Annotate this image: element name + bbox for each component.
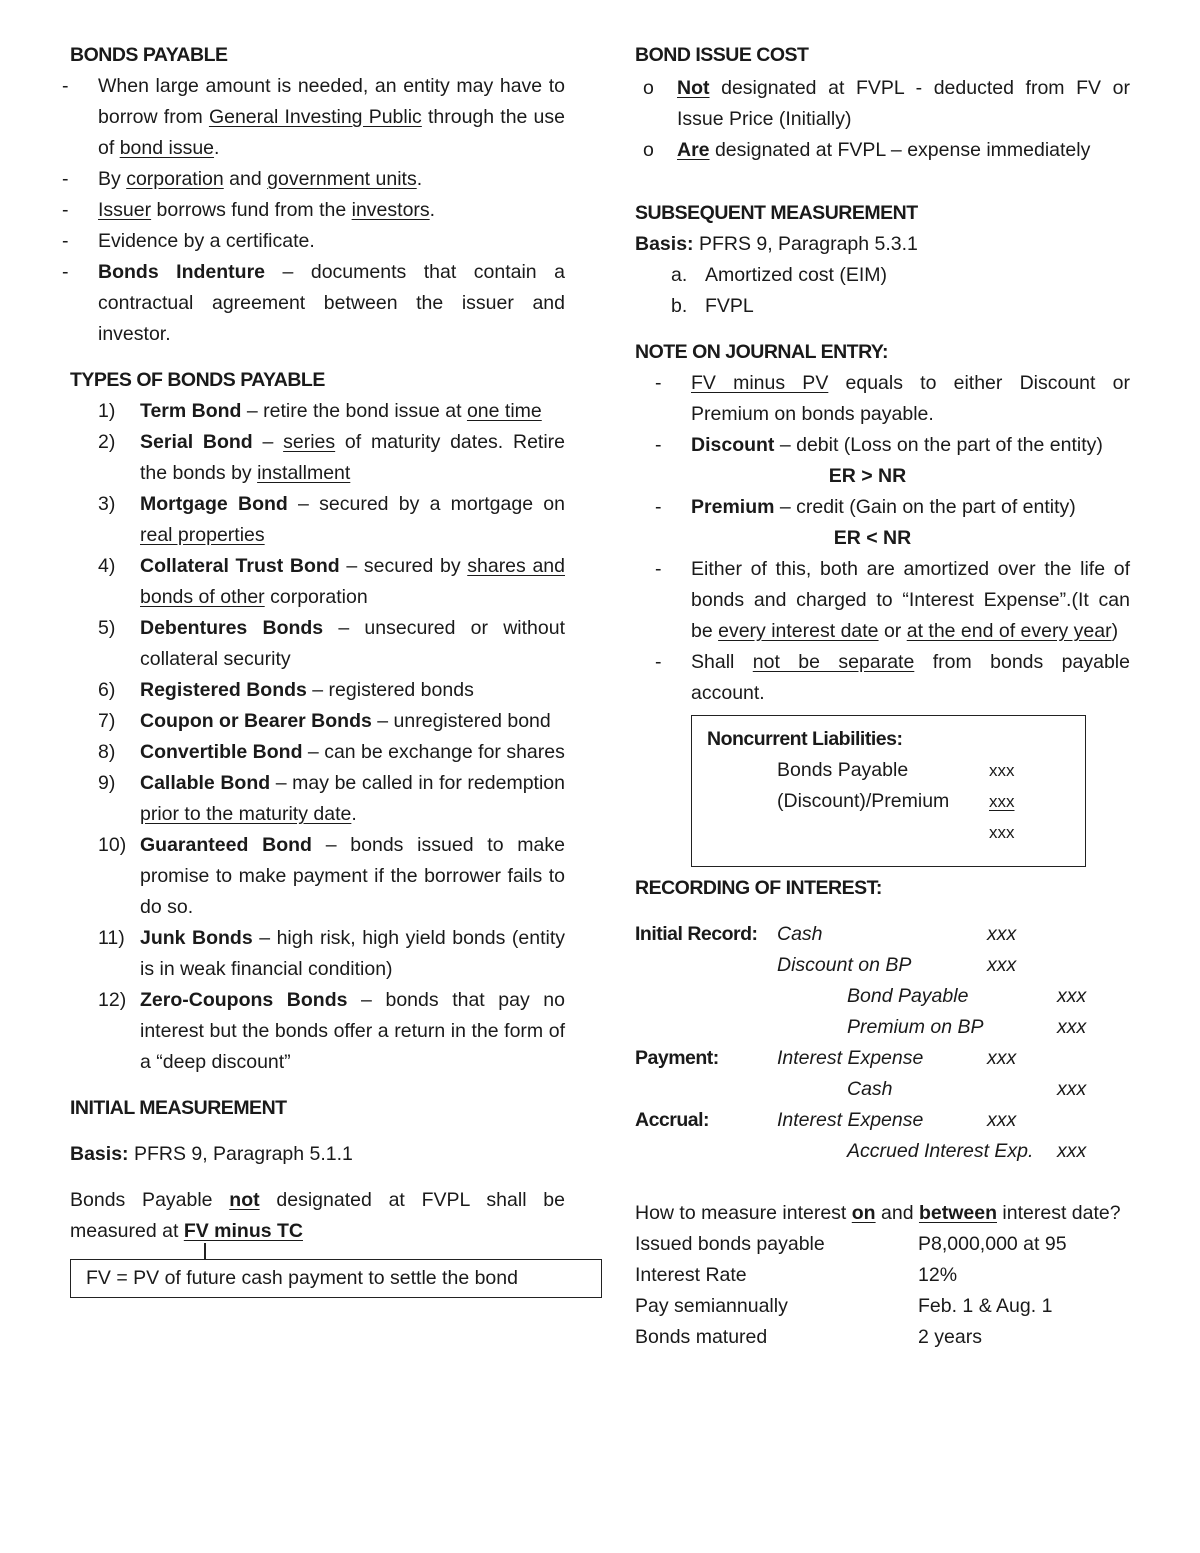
fact-label: Issued bonds payable — [635, 1233, 825, 1255]
list-item — [70, 427, 565, 489]
list-item — [70, 489, 565, 551]
fact-label: Pay semiannually — [635, 1295, 788, 1317]
list-item: - Evidence by a certificate. — [62, 230, 315, 252]
term: Bonds Indenture — [98, 261, 265, 283]
fact-value: Feb. 1 & Aug. 1 — [918, 1295, 1053, 1317]
account: Cash — [777, 923, 823, 945]
list-item: - Bonds Indenture – documents that contain a contractual agreement between the issuer and investor. — [62, 261, 565, 345]
underlined-term: every interest date — [718, 620, 879, 642]
list-item — [70, 985, 565, 1078]
underlined-term: prior to the maturity date — [140, 803, 352, 825]
row-label: (Discount)/Premium — [777, 790, 950, 812]
bullet: o — [643, 77, 654, 99]
emphasis: Not — [677, 77, 710, 99]
text: When large amount is needed, an entity may have to borrow from — [98, 75, 565, 128]
text: from bonds payable account. — [691, 651, 1130, 704]
box-title: Noncurrent Liabilities: — [707, 728, 903, 750]
basis-label: Basis: — [635, 233, 694, 255]
term: Serial Bond — [140, 431, 253, 453]
account: Interest Expense — [777, 1109, 924, 1131]
list-item: - Either of this, both are amortized over the life of bonds and charged to “Interest Expense”.(It can be every interest date or at the end of every year) — [655, 558, 1130, 642]
account: Premium on BP — [847, 1016, 984, 1038]
text: – registered bonds — [306, 679, 474, 701]
account: Accrued Interest Exp. — [847, 1140, 1034, 1162]
text: – bonds that pay no interest but the bonds offer a return in the form of a “deep discount” — [140, 989, 565, 1073]
emphasis: not — [229, 1189, 260, 1211]
list-item — [635, 135, 1130, 166]
underlined-term: at the end of every year — [906, 620, 1112, 642]
emphasis: FV minus TC — [183, 1220, 303, 1242]
text: through the use of — [98, 106, 565, 159]
item-number: 7) — [98, 710, 116, 732]
term: Discount — [691, 434, 775, 456]
text: corporation — [264, 586, 368, 608]
text: . — [351, 803, 357, 825]
account: Discount on BP — [777, 954, 912, 976]
item-letter: b. — [671, 295, 688, 317]
list-item — [70, 830, 565, 923]
item-number: 11) — [98, 927, 125, 949]
text: – bonds issued to make promise to make payment if the borrower fails to do so. — [140, 834, 565, 918]
text: Evidence by a certificate. — [98, 230, 315, 252]
item-number: 1) — [98, 400, 116, 422]
box-row — [707, 755, 1085, 786]
list-item — [70, 706, 565, 737]
section-title-bond-issue-cost: BOND ISSUE COST — [635, 44, 809, 66]
text: borrows fund from the — [151, 199, 352, 221]
item-number: 3) — [98, 493, 116, 515]
list-item — [635, 260, 1130, 291]
text: designated at FVPL - deducted from FV or Issue Price (Initially) — [677, 77, 1130, 130]
underlined-term: one time — [466, 400, 542, 422]
list-item — [635, 73, 1130, 135]
text: Either of this, both are amortized over the life of bonds and charged to “Interest Expense”.(It can be — [691, 558, 1130, 642]
text: – can be exchange for shares — [302, 741, 565, 763]
paragraph — [70, 1185, 565, 1247]
term: Collateral Trust Bond — [140, 555, 340, 577]
amount: xxx — [1057, 1016, 1087, 1038]
section-title-note: NOTE ON JOURNAL ENTRY: — [635, 341, 888, 363]
fact-row — [635, 1322, 1130, 1353]
emphasis: between — [918, 1202, 997, 1224]
text: – retire the bond issue at — [241, 400, 467, 422]
account: Interest Expense — [777, 1047, 924, 1069]
list-item — [70, 675, 565, 706]
text: or — [878, 620, 907, 642]
term: Mortgage Bond — [140, 493, 288, 515]
text: How to measure interest — [635, 1202, 852, 1224]
list-item — [70, 613, 565, 675]
text: and — [875, 1202, 919, 1224]
list-item: - By corporation and government units. — [62, 168, 423, 190]
box-row — [707, 786, 1085, 817]
item-number: 6) — [98, 679, 116, 701]
amount: xxx — [1057, 985, 1087, 1007]
list-item: - Issuer borrows fund from the investors. — [62, 199, 436, 221]
noncurrent-liabilities-box — [691, 715, 1086, 867]
list-item — [70, 923, 565, 985]
fact-row — [635, 1291, 1130, 1322]
underlined-term: government units — [267, 168, 417, 190]
section-title-subsequent: SUBSEQUENT MEASUREMENT — [635, 202, 918, 224]
list-item: - Premium – credit (Gain on the part of entity) — [655, 496, 1076, 518]
term: Convertible Bond — [140, 741, 303, 763]
text: designated at FVPL shall be measured at — [70, 1189, 565, 1242]
section-title-recording-interest: RECORDING OF INTEREST: — [635, 877, 882, 899]
list-item — [70, 551, 565, 613]
journal-entries — [635, 919, 1130, 1167]
amount: xxx — [987, 1047, 1017, 1069]
row-total: xxx — [989, 823, 1015, 842]
text: FVPL — [705, 295, 754, 317]
fact-label: Bonds matured — [635, 1326, 768, 1348]
formula-box: FV = PV of future cash payment to settle the bond — [70, 1259, 602, 1298]
account: Bond Payable — [847, 985, 969, 1007]
row-amount: xxx — [989, 761, 1015, 780]
question — [635, 1198, 1130, 1229]
text: – unsecured or without collateral security — [140, 617, 566, 670]
item-number: 5) — [98, 617, 116, 639]
text: PFRS 9, Paragraph 5.1.1 — [128, 1143, 353, 1165]
term: Junk Bonds — [140, 927, 253, 949]
text: – documents that contain a contractual agreement between the issuer and investor. — [98, 261, 565, 345]
fact-row — [635, 1229, 1130, 1260]
item-number: 4) — [98, 555, 116, 577]
text: of maturity dates. Retire the bonds by — [140, 431, 565, 484]
amount: xxx — [987, 923, 1017, 945]
term: Zero-Coupons Bonds — [140, 989, 348, 1011]
rate-comparison: ER > NR — [828, 465, 907, 487]
text: – debit (Loss on the part of the entity) — [774, 434, 1103, 456]
text: interest date? — [997, 1202, 1121, 1224]
row-label: Bonds Payable — [777, 759, 909, 781]
facts-table — [635, 1229, 1130, 1353]
list-item: - Discount – debit (Loss on the part of the entity) — [655, 434, 1103, 456]
item-number: 10) — [98, 834, 127, 856]
fact-label: Interest Rate — [635, 1264, 747, 1286]
left-column — [62, 40, 566, 1298]
list-item — [70, 768, 565, 830]
emphasis: Are — [677, 139, 710, 161]
list-item — [70, 737, 565, 768]
text: – may be called in for redemption — [270, 772, 565, 794]
term: Premium — [691, 496, 775, 518]
underlined-term: shares and bonds of other — [140, 555, 565, 608]
text: equals to either Discount or Premium on bonds payable. — [691, 372, 1130, 425]
term: Callable Bond — [140, 772, 271, 794]
section-title-types: TYPES OF BONDS PAYABLE — [70, 369, 325, 391]
text: – unregistered bond — [371, 710, 551, 732]
item-number: 12) — [98, 989, 127, 1011]
box-row — [707, 817, 1085, 848]
rate-comparison: ER < NR — [833, 527, 912, 549]
basis-line — [70, 1139, 565, 1170]
fact-value: 2 years — [918, 1326, 982, 1348]
text: . — [214, 137, 220, 159]
amount: xxx — [1057, 1140, 1087, 1162]
section-title-bonds-payable: BONDS PAYABLE — [70, 44, 228, 66]
entry-label: Initial Record: — [635, 923, 758, 945]
right-column — [635, 40, 1130, 1353]
list-item: - When large amount is needed, an entity may have to borrow from General Investing Public through the use of bond issue. — [62, 75, 565, 159]
underlined-term: FV minus PV — [691, 372, 829, 394]
bullet: o — [643, 139, 654, 161]
term: Guaranteed Bond — [140, 834, 312, 856]
account: Cash — [847, 1078, 893, 1100]
basis-label: Basis: — [70, 1143, 129, 1165]
underlined-term: series — [283, 431, 336, 453]
underlined-term: investors — [351, 199, 430, 221]
item-number: 8) — [98, 741, 116, 763]
underlined-term: General Investing Public — [208, 106, 422, 128]
term: Debentures Bonds — [140, 617, 324, 639]
section-title-initial-measurement: INITIAL MEASUREMENT — [70, 1097, 287, 1119]
text: PFRS 9, Paragraph 5.3.1 — [693, 233, 918, 255]
text: . — [416, 168, 423, 190]
list-item — [635, 291, 1130, 322]
entry-label: Accrual: — [635, 1109, 710, 1131]
underlined-term: installment — [257, 462, 351, 484]
underlined-term: bond issue — [119, 137, 215, 159]
underlined-term: not be separate — [752, 651, 915, 673]
fact-value: P8,000,000 at 95 — [918, 1233, 1067, 1255]
text: Amortized cost (EIM) — [705, 264, 888, 286]
basis-line — [635, 229, 1130, 260]
underlined-term: real properties — [140, 524, 265, 546]
underlined-term: corporation — [126, 168, 224, 190]
text: ) — [1111, 620, 1119, 642]
item-number: 2) — [98, 431, 116, 453]
term: Registered Bonds — [140, 679, 307, 701]
text: – secured by — [339, 555, 468, 577]
text: – high risk, high yield bonds (entity is in weak financial condition) — [140, 927, 565, 980]
text: Bonds Payable — [70, 1189, 230, 1211]
text: – secured by a mortgage on — [287, 493, 565, 515]
underlined-term: Issuer — [98, 199, 152, 221]
emphasis: on — [851, 1202, 876, 1224]
item-number: 9) — [98, 772, 116, 794]
text: and — [223, 168, 268, 190]
fact-value: 12% — [918, 1264, 958, 1286]
term: Term Bond — [140, 400, 242, 422]
text: By — [98, 168, 127, 190]
list-item: - FV minus PV equals to either Discount or Premium on bonds payable. — [655, 372, 1130, 425]
text: . — [429, 199, 436, 221]
text: designated at FVPL – expense immediately — [709, 139, 1091, 161]
amount: xxx — [1057, 1078, 1087, 1100]
text: – — [252, 431, 284, 453]
item-letter: a. — [671, 264, 688, 286]
amount: xxx — [987, 1109, 1017, 1131]
text: Shall — [691, 651, 753, 673]
entry-label: Payment: — [635, 1047, 719, 1069]
text: – credit (Gain on the part of entity) — [774, 496, 1076, 518]
term: Coupon or Bearer Bonds — [140, 710, 372, 732]
list-item — [70, 396, 565, 427]
list-item: - Shall not be separate from bonds payable account. — [655, 651, 1130, 704]
row-amount: xxx — [989, 792, 1015, 811]
fact-row — [635, 1260, 1130, 1291]
amount: xxx — [987, 954, 1017, 976]
